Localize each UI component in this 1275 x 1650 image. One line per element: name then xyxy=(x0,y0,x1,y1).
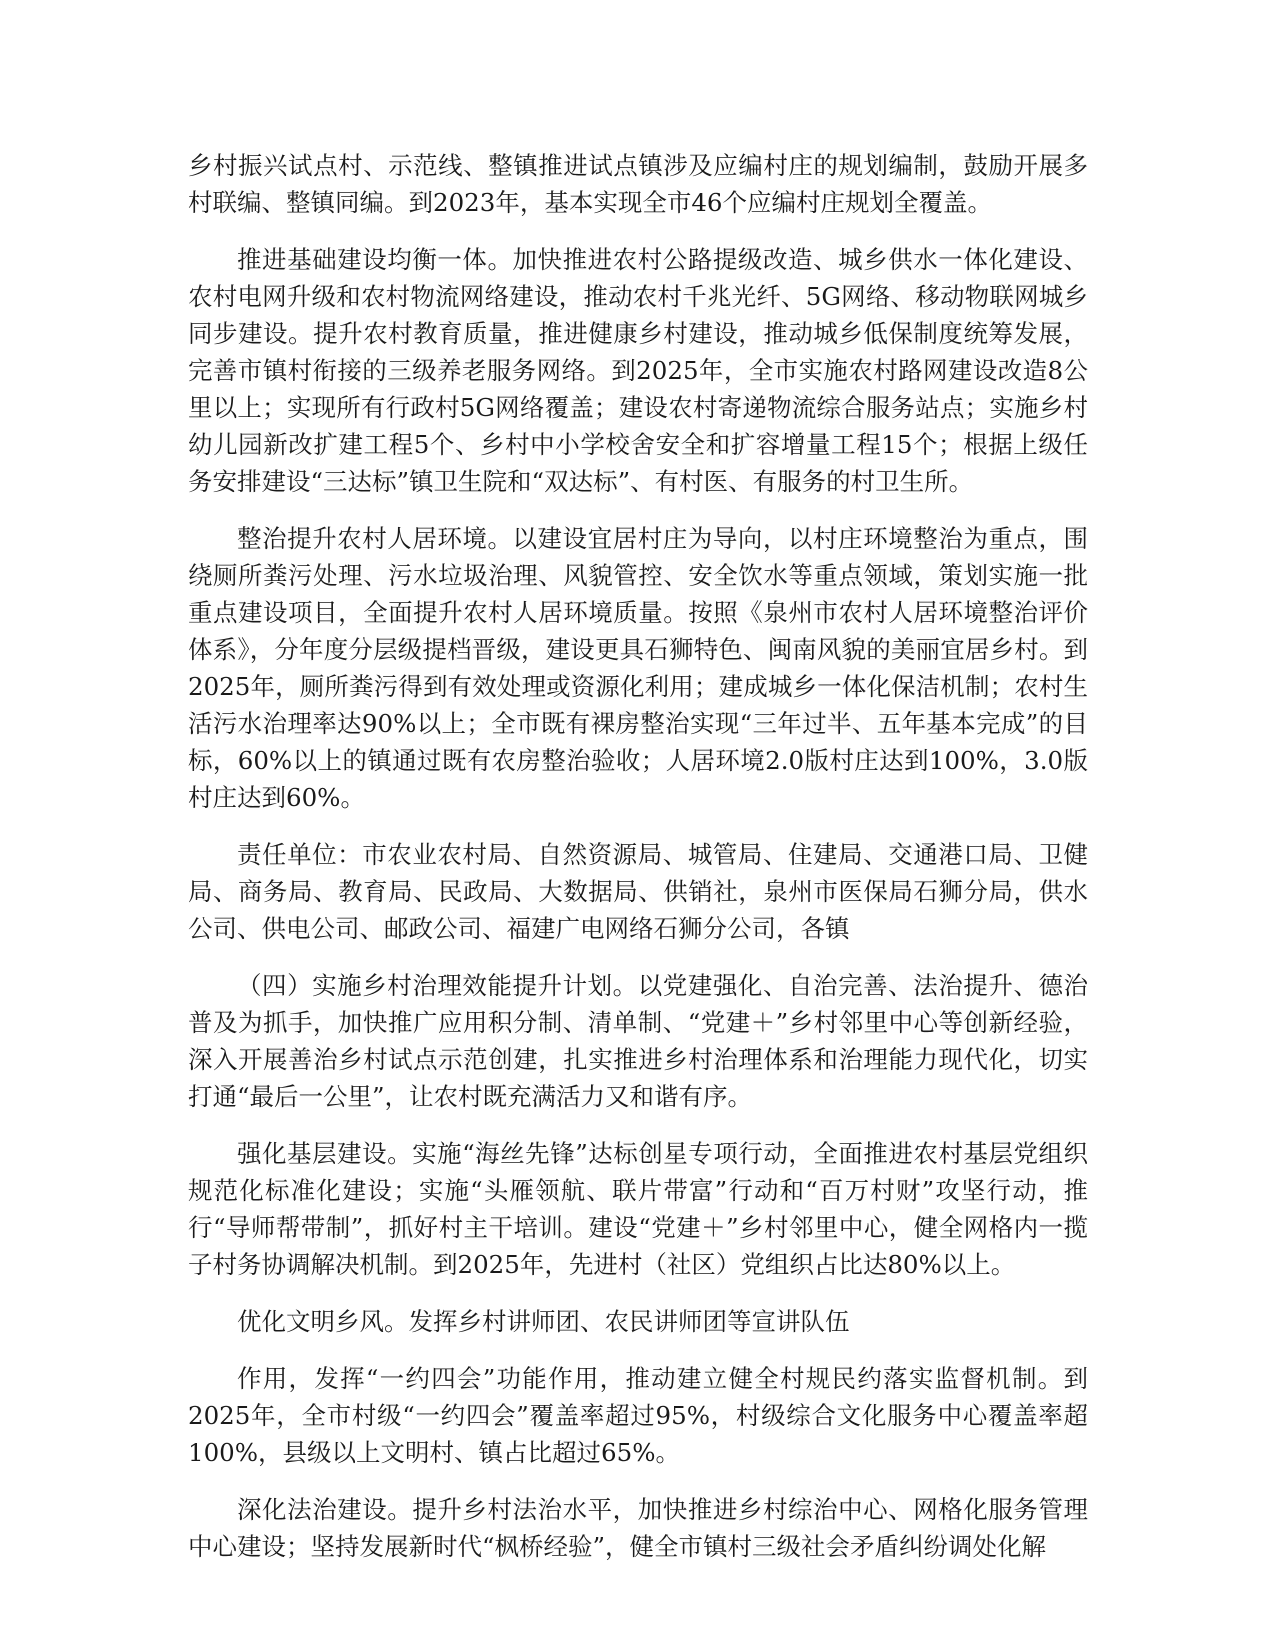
paragraph-living-environment: 整治提升农村人居环境。以建设宜居村庄为导向，以村庄环境整治为重点，围绕厕所粪污处理、污水垃圾治理、风貌管控、安全饮水等重点领域，策划实施一批重点建设项目，全面提升农村人居环境质量。按照《泉州市农村人居环境整治评价体系》，分年度分层级提档晋级，建设更具石狮特色、闽南风貌的美丽宜居乡村。到2025年，厕所粪污得到有效处理或资源化利用；建成城乡一体化保洁机制；农村生活污水治理率达90%以上；全市既有裸房整治实现“三年过半、五年基本完成”的目标，60%以上的镇通过既有农房整治验收；人居环境2.0版村庄达到100%，3.0版村庄达到60%。 xyxy=(188,524,1088,812)
paragraph-civilized-customs: 优化文明乡风。发挥乡村讲师团、农民讲师团等宣讲队伍 xyxy=(237,1307,850,1336)
section-heading-governance: （四）实施乡村治理效能提升计划。以党建强化、自治完善、法治提升、德治普及为抓手，加快推广应用积分制、清单制、“党建＋”乡村邻里中心等创新经验，深入开展善治乡村试点示范创建，扎实推进乡村治理体系和治理能力现代化，切实打通“最后一公里”，让农村既充满活力又和谐有序。 xyxy=(188,971,1088,1111)
paragraph-infrastructure: 推进基础建设均衡一体。加快推进农村公路提级改造、城乡供水一体化建设、农村电网升级和农村物流网络建设，推动农村千兆光纤、5G网络、移动物联网城乡同步建设。提升农村教育质量，推进健康乡村建设，推动城乡低保制度统筹发展，完善市镇村衔接的三级养老服务网络。到2025年，全市实施农村路网建设改造8公里以上；实现所有行政村5G网络覆盖；建设农村寄递物流综合服务站点；实施乡村幼儿园新改扩建工程5个、乡村中小学校舍安全和扩容增量工程15个；根据上级任务安排建设“三达标”镇卫生院和“双达标”、有村医、有服务的村卫生所。 xyxy=(188,245,1088,496)
paragraph-rule-of-law: 深化法治建设。提升乡村法治水平，加快推进乡村综治中心、网格化服务管理中心建设；坚持发展新时代“枫桥经验”，健全市镇村三级社会矛盾纠纷调处化解 xyxy=(188,1495,1088,1561)
paragraph-responsible-units: 责任单位：市农业农村局、自然资源局、城管局、住建局、交通港口局、卫健局、商务局、教育局、民政局、大数据局、供销社，泉州市医保局石狮分局，供水公司、供电公司、邮政公司、福建广电网络石狮分公司，各镇 xyxy=(188,840,1088,943)
document-body xyxy=(188,147,1088,1585)
paragraph-village-rules: 作用，发挥“一约四会”功能作用，推动建立健全村规民约落实监督机制。到2025年，全市村级“一约四会”覆盖率超过95%，村级综合文化服务中心覆盖率超100%，县级以上文明村、镇占比超过65%。 xyxy=(188,1364,1088,1467)
paragraph-village-planning: 乡村振兴试点村、示范线、整镇推进试点镇涉及应编村庄的规划编制，鼓励开展多村联编、整镇同编。到2023年，基本实现全市46个应编村庄规划全覆盖。 xyxy=(188,151,1088,217)
paragraph-grassroots-building: 强化基层建设。实施“海丝先锋”达标创星专项行动，全面推进农村基层党组织规范化标准化建设；实施“头雁领航、联片带富”行动和“百万村财”攻坚行动，推行“导师帮带制”，抓好村主干培训。建设“党建＋”乡村邻里中心，健全网格内一揽子村务协调解决机制。到2025年，先进村（社区）党组织占比达80%以上。 xyxy=(188,1139,1088,1279)
